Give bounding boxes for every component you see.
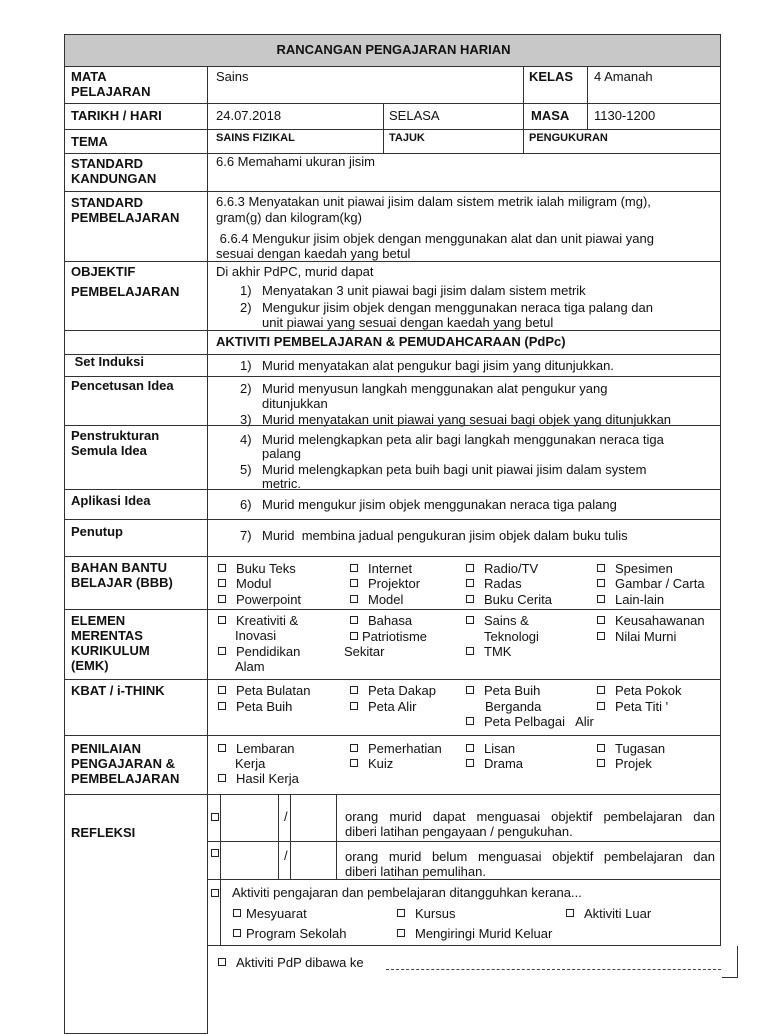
emk-inovasi: Inovasi (235, 628, 277, 643)
emk-alam: Alam (235, 659, 265, 674)
checkbox[interactable] (597, 632, 605, 640)
emk-sekitar: Sekitar (344, 644, 385, 659)
mata-value: Sains (216, 69, 249, 84)
tarikh-value: 24.07.2018 (216, 108, 282, 123)
emk-keusahawanan[interactable] (597, 613, 705, 628)
checkbox[interactable] (218, 774, 226, 782)
phase-num: 7) (240, 528, 252, 543)
label: Radas (484, 576, 522, 591)
checkbox[interactable] (350, 579, 358, 587)
ref-total-1[interactable] (290, 794, 337, 842)
obj-item: Mengukur jisim objek dengan menggunakan neraca tiga palang dan (262, 300, 653, 315)
label: Hasil Kerja (236, 771, 299, 786)
emk-nilai[interactable] (597, 629, 676, 644)
emk-pendidikan[interactable] (218, 644, 300, 659)
label: Peta Buih (484, 683, 541, 698)
sp-1b: gram(g) dan kilogram(kg) (216, 210, 362, 225)
label: Kursus (415, 906, 456, 921)
ref-2b: diberi latihan pemulihan. (345, 864, 486, 879)
phase-item: Murid membina jadual pengukuran jisim objek dalam buku tulis (262, 528, 628, 543)
bbb-item[interactable] (597, 561, 673, 576)
checkbox[interactable] (466, 717, 474, 725)
bbb-item[interactable] (350, 576, 420, 591)
ref-luar[interactable] (566, 906, 651, 921)
emk-label: ELEMEN MERENTAS KURIKULUM (EMK) (71, 613, 150, 673)
label: Lain-lain (615, 592, 665, 607)
dibawa-input-line[interactable] (386, 969, 721, 970)
checkbox[interactable] (211, 813, 219, 821)
phase-label: Penstrukturan Semula Idea (71, 428, 160, 458)
phase-label: Pencetusan Idea (71, 378, 174, 393)
label: Peta Pelbagai Alir (484, 714, 594, 729)
checkbox[interactable] (218, 564, 226, 572)
checkbox[interactable] (466, 744, 474, 752)
label: Keusahawanan (615, 613, 705, 628)
phase-item: Murid menyatakan alat pengukur bagi jisim yang ditunjukkan. (262, 358, 614, 373)
label: Sains & (484, 613, 529, 628)
label: Pemerhatian (368, 741, 442, 756)
kbat-alir[interactable] (350, 699, 416, 714)
ref-count-1[interactable] (220, 794, 279, 842)
masa-value: 1130-1200 (594, 108, 656, 123)
bbb-item[interactable] (466, 576, 522, 591)
sk-value: 6.6 Memahami ukuran jisim (216, 154, 375, 169)
checkbox[interactable] (211, 889, 219, 897)
emk-teknologi: Teknologi (484, 629, 539, 644)
checkbox[interactable] (597, 702, 605, 710)
pen-tugasan[interactable] (597, 741, 665, 756)
emk-patriotisme[interactable] (350, 629, 427, 644)
kbat-dakap[interactable] (350, 683, 436, 698)
checkbox[interactable] (597, 579, 605, 587)
label: Internet (368, 561, 413, 576)
label: Kreativiti & (236, 613, 299, 628)
label: Lembaran (236, 741, 295, 756)
obj-item-cont: unit piawai yang sesuai dengan kaedah yang betul (262, 315, 554, 330)
ref-dibawa[interactable] (218, 955, 364, 970)
checkbox[interactable] (350, 616, 358, 624)
ref-1a: orang murid dapat menguasai objektif pembelajaran dan (345, 809, 715, 824)
label: Nilai Murni (615, 629, 677, 644)
bbb-item[interactable] (350, 592, 403, 607)
checkbox[interactable] (397, 929, 405, 937)
checkbox[interactable] (218, 702, 226, 710)
slash: / (284, 848, 288, 863)
phase-item: Murid melengkapkan peta buih bagi unit piawai jisim dalam system (262, 462, 647, 477)
sp-2b: sesuai dengan kaedah yang betul (216, 246, 411, 261)
phase-item-cont: metric. (262, 476, 301, 491)
checkbox[interactable] (466, 595, 474, 603)
checkbox[interactable] (218, 579, 226, 587)
label: Model (368, 592, 404, 607)
checkbox[interactable] (233, 929, 241, 937)
label: Lisan (484, 741, 516, 756)
bbb-label: BAHAN BANTU BELAJAR (BBB) (71, 560, 173, 590)
emk-sains[interactable] (466, 613, 529, 628)
label: Buku Cerita (484, 592, 552, 607)
label: Patriotisme (362, 629, 428, 644)
pen-pemerhatian[interactable] (350, 741, 442, 756)
phase-num: 2) (240, 381, 252, 396)
page-title: RANCANGAN PENGAJARAN HARIAN (276, 42, 511, 57)
obj-num: 1) (240, 283, 252, 298)
pen-lisan[interactable] (466, 741, 515, 756)
checkbox[interactable] (350, 702, 358, 710)
divider (722, 977, 738, 978)
bbb-item[interactable] (218, 576, 271, 591)
pen-lembaran[interactable] (218, 741, 295, 756)
pen-drama[interactable] (466, 756, 523, 771)
aktiviti-header: AKTIVITI PEMBELAJARAN & PEMUDAHCARAAN (PdPc) (216, 334, 566, 349)
kbat-pokok[interactable] (597, 683, 682, 698)
kbat-buih[interactable] (218, 699, 292, 714)
label: Kuiz (368, 756, 394, 771)
ref-1b: diberi latihan pengayaan / pengukuhan. (345, 824, 573, 839)
ref-kursus[interactable] (397, 906, 455, 921)
checkbox[interactable] (397, 909, 405, 917)
label: Aktiviti PdP dibawa ke (236, 955, 364, 970)
checkbox[interactable] (597, 564, 605, 572)
obj-label-2: PEMBELAJARAN (71, 284, 180, 299)
checkbox[interactable] (218, 744, 226, 752)
obj-item: Menyatakan 3 unit piawai bagi jisim dalam sistem metrik (262, 283, 586, 298)
label: Drama (484, 756, 524, 771)
checkbox[interactable] (466, 564, 474, 572)
checkbox[interactable] (233, 909, 241, 917)
ref-2a: orang murid belum menguasai objektif pembelajaran dan (345, 849, 715, 864)
label: Peta Bulatan (236, 683, 311, 698)
kbat-label: KBAT / i-THINK (71, 683, 165, 698)
hari-value: SELASA (389, 108, 440, 123)
label: Tugasan (615, 741, 666, 756)
pen-projek[interactable] (597, 756, 652, 771)
label: Peta Alir (368, 699, 417, 714)
tajuk-value: PENGUKURAN (529, 132, 608, 144)
checkbox[interactable] (211, 849, 219, 857)
checkbox[interactable] (350, 744, 358, 752)
bbb-item[interactable] (466, 561, 538, 576)
kbat-berganda: Berganda (485, 699, 542, 714)
ref-tangguh: Aktiviti pengajaran dan pembelajaran ditangguhkan kerana... (232, 885, 582, 900)
obj-num: 2) (240, 300, 252, 315)
kbat-buih-berganda[interactable] (466, 683, 540, 698)
sp-1a: 6.6.3 Menyatakan unit piawai jisim dalam sistem metrik ialah miligram (mg), (216, 194, 651, 209)
emk-tmk[interactable] (466, 644, 511, 659)
phase-label: Penutup (71, 524, 123, 539)
checkbox[interactable] (350, 564, 358, 572)
label: Program Sekolah (246, 926, 347, 941)
label: Mengiringi Murid Keluar (415, 926, 553, 941)
phase-item: Murid mengukur jisim objek menggunakan neraca tiga palang (262, 497, 617, 512)
label: Projektor (368, 576, 421, 591)
checkbox[interactable] (597, 595, 605, 603)
phase-num: 3) (240, 412, 252, 427)
cell (207, 841, 221, 880)
label: Projek (615, 756, 652, 771)
pen-kuiz[interactable] (350, 756, 393, 771)
label: Peta Buih (236, 699, 293, 714)
checkbox[interactable] (350, 595, 358, 603)
phase-label: Aplikasi Idea (71, 493, 151, 508)
checkbox[interactable] (350, 759, 358, 767)
label: Aktiviti Luar (584, 906, 652, 921)
label: TMK (484, 644, 512, 659)
obj-intro: Di akhir PdPC, murid dapat (216, 264, 374, 279)
slash: / (284, 809, 288, 824)
ref-total-2[interactable] (290, 841, 337, 880)
kbat-bulatan[interactable] (218, 683, 310, 698)
label: Gambar / Carta (615, 576, 705, 591)
tajuk-label: TAJUK (389, 132, 425, 144)
bbb-item[interactable] (218, 561, 296, 576)
phase-num: 4) (240, 432, 252, 447)
label: Radio/TV (484, 561, 539, 576)
label: Spesimen (615, 561, 673, 576)
pen-hasil[interactable] (218, 771, 299, 786)
phase-item-cont: ditunjukkan (262, 396, 328, 411)
kelas-value: 4 Amanah (594, 69, 653, 84)
ref-count-2[interactable] (220, 841, 279, 880)
phase-item: Murid menyatakan unit piawai yang sesuai bagi objek yang ditunjukkan (262, 412, 672, 427)
phase-num: 6) (240, 497, 252, 512)
phase-item: Murid menyusun langkah menggunakan alat pengukur yang (262, 381, 608, 396)
label: Buku Teks (236, 561, 296, 576)
checkbox[interactable] (350, 686, 358, 694)
cell (207, 66, 524, 104)
checkbox[interactable] (597, 744, 605, 752)
label: Modul (236, 576, 272, 591)
label: Peta Pokok (615, 683, 682, 698)
tema-label: TEMA (71, 134, 108, 149)
pen-label: PENILAIAN PENGAJARAN & PEMBELAJARAN (71, 741, 180, 786)
checkbox[interactable] (218, 616, 226, 624)
tarikh-label: TARIKH / HARI (71, 108, 162, 123)
bbb-item[interactable] (466, 592, 552, 607)
label: Powerpoint (236, 592, 302, 607)
emk-bahasa[interactable] (350, 613, 412, 628)
checkbox[interactable] (597, 686, 605, 694)
label: Peta Titi ' (615, 699, 669, 714)
phase-label: Set Induksi (71, 354, 144, 369)
ref-label: REFLEKSI (71, 825, 136, 840)
checkbox[interactable] (466, 647, 474, 655)
label: Peta Dakap (368, 683, 436, 698)
checkbox[interactable] (466, 616, 474, 624)
mata-label: MATA PELAJARAN (71, 69, 151, 99)
obj-label: OBJEKTIF (71, 264, 136, 279)
cell (64, 330, 208, 355)
phase-item-cont: palang (262, 446, 302, 461)
tema-value: SAINS FIZIKAL (216, 132, 295, 144)
checkbox[interactable] (466, 579, 474, 587)
checkbox[interactable] (218, 686, 226, 694)
phase-num: 5) (240, 462, 252, 477)
checkbox[interactable] (597, 616, 605, 624)
bbb-item[interactable] (350, 561, 412, 576)
checkbox[interactable] (218, 647, 226, 655)
pen-kerja: Kerja (235, 756, 266, 771)
divider (737, 946, 738, 978)
bbb-item[interactable] (597, 576, 705, 591)
ref-mesyuarat[interactable] (233, 906, 307, 921)
phase-item: Murid melengkapkan peta alir bagi langkah menggunakan neraca tiga (262, 432, 664, 447)
masa-label: MASA (531, 108, 570, 123)
sp-label: STANDARD PEMBELAJARAN (71, 195, 180, 225)
sk-label: STANDARD KANDUNGAN (71, 156, 157, 186)
emk-kreativiti[interactable] (218, 613, 298, 628)
sp-2a: 6.6.4 Mengukur jisim objek dengan menggunakan alat dan unit piawai yang (216, 231, 654, 246)
bbb-item[interactable] (597, 592, 664, 607)
phase-num: 1) (240, 358, 252, 373)
checkbox[interactable] (466, 686, 474, 694)
label: Mesyuarat (246, 906, 307, 921)
checkbox[interactable] (350, 632, 358, 640)
ref-program[interactable] (233, 926, 346, 941)
checkbox[interactable] (218, 958, 226, 966)
bbb-item[interactable] (218, 592, 301, 607)
checkbox[interactable] (597, 759, 605, 767)
checkbox[interactable] (466, 759, 474, 767)
checkbox[interactable] (566, 909, 574, 917)
kelas-label: KELAS (529, 69, 574, 84)
ref-mengiringi[interactable] (397, 926, 552, 941)
kbat-titi[interactable] (597, 699, 668, 714)
checkbox[interactable] (218, 595, 226, 603)
kbat-pelbagai[interactable] (466, 714, 594, 729)
label: Pendidikan (236, 644, 301, 659)
label: Bahasa (368, 613, 413, 628)
